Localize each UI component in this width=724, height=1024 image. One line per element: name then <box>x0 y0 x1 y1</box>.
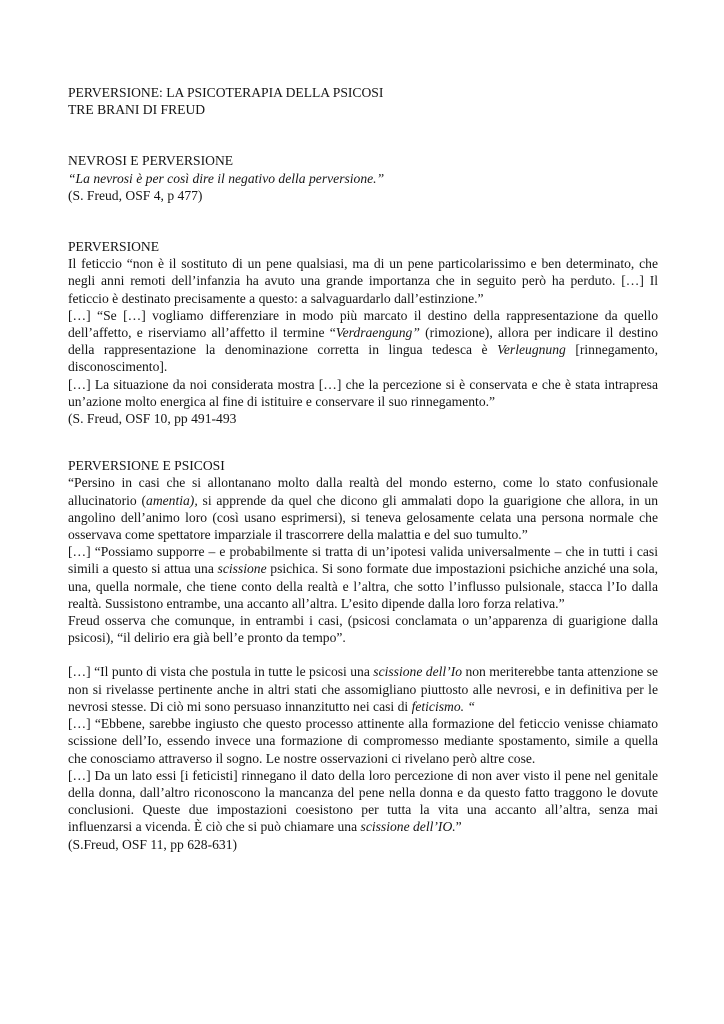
paragraph <box>68 543 658 612</box>
section-perversione-e-psicosi <box>68 457 658 852</box>
document-page <box>68 84 658 853</box>
section-heading: PERVERSIONE E PSICOSI <box>68 458 225 474</box>
paragraph: Il feticcio “non è il sostituto di un pene qualsiasi, ma di un pene particolarissimo e ben determinato, che negli anni remoti dell’infanzia ha avuto una grande importanza che in seguito però ha perduto. […] Il feticcio è destinato precisamente a questo: a salvaguardarlo dall’estinzione.” <box>68 256 658 306</box>
paragraph-text: […] “Possiamo supporre – e probabilmente si tratta di un’ipotesi valida universalmente – che in tutti i casi simili a questo si attua una <box>68 544 658 577</box>
paragraph-text: psichica. Si sono formate due impostazioni psichiche anziché una sola, una, quella normale, che tiene conto della realtà e l’altra, che sotto l’influsso pulsionale, stacca l’Io dalla realtà. Sussistono entrambe, una accanto all’altra. L’esito dipende dalla loro forza relativa.” <box>68 561 658 611</box>
citation: (S.Freud, OSF 11, pp 628-631) <box>68 836 238 852</box>
italic-term: Verleugnung <box>497 342 566 358</box>
section-heading: NEVROSI E PERVERSIONE <box>68 153 234 169</box>
paragraph-text: […] “Se […] vogliamo differenziare in modo più marcato il destino della rappresentazione da quello dell’affetto, e riserviamo all’affetto il termine “ <box>68 307 658 341</box>
paragraph-text: (rimozione), allora per indicare il destino della rappresentazione la denominazione corretta in lingua tedesca è <box>68 325 658 358</box>
title-line-2: TRE BRANI DI FREUD <box>68 102 206 118</box>
italic-term: amentia), <box>146 492 198 508</box>
italic-term: scissione dell’Io <box>373 664 463 680</box>
paragraph <box>68 767 658 836</box>
paragraph-text: si apprende da quel che dicono gli ammalati dopo la guarigione che allora, in un angolino dell’animo loro (così usano esprimersi), si teneva gelosamente celata una persona normale che osservava come spettatore imparziale il trascorrere della malattia e del suo tumulto.” <box>68 492 658 543</box>
paragraph-text: ” <box>455 819 462 835</box>
italic-term: scissione dell’IO. <box>360 819 456 835</box>
paragraph: […] La situazione da noi considerata mostra […] che la percezione si è conservata e che è stata intrapresa un’azione molto energica al fine di istituire e conservare il suo rinnegamento.” <box>68 376 658 409</box>
italic-term: Verdraengung” <box>335 325 420 341</box>
paragraph: Freud osserva che comunque, in entrambi i casi, (psicosi conclamata o un’apparenza di guarigione dalla psicosi), “il delirio era già bell’e pronto da tempo”. <box>68 613 658 646</box>
paragraph-text: [rinnegamento, disconoscimento]. <box>68 342 658 375</box>
quote-text: “La nevrosi è per così dire il negativo della perversione.” <box>68 170 385 186</box>
paragraph <box>68 307 658 376</box>
paragraph-text: […] “Il punto di vista che postula in tutte le psicosi una <box>68 664 374 680</box>
paragraph <box>68 474 658 543</box>
section-nevrosi-e-perversione <box>68 152 658 204</box>
citation: (S. Freud, OSF 4, p 477) <box>68 187 203 203</box>
paragraph <box>68 663 658 715</box>
title-line-1: PERVERSIONE: LA PSICOTERAPIA DELLA PSICOSI <box>68 85 384 100</box>
paragraph-text: non meriterebbe tanta attenzione se non si rivelasse pertinente anche in altri stati che assomigliano piuttosto alle nevrosi, e in definitiva per le nevrosi stesse. Di ciò mi sono persuaso innanzitutto nei casi di <box>68 664 659 714</box>
paragraph: […] “Ebbene, sarebbe ingiusto che questo processo attinente alla formazione del feticcio venisse chiamato scissione dell’Io, essendo invece una formazione di compromesso mediante spostamento, simile a quella che conosciamo attraverso il sogno. Le nostre osservazioni ci rivelano però altre cose. <box>68 716 658 766</box>
section-heading: PERVERSIONE <box>68 239 160 255</box>
paragraph-text: “Persino in casi che si allontanano molto dalla realtà del mondo esterno, come lo stato confusionale allucinatorio ( <box>68 475 658 508</box>
italic-term: feticismo. “ <box>411 698 475 714</box>
section-perversione <box>68 238 658 427</box>
paragraph-text: […] Da un lato essi [i feticisti] rinnegano il dato della loro percezione di non aver visto il pene nel genitale della donna, dall’altro riconoscono la mancanza del pene nella donna e da questo fatto traggono le dovute conclusioni. Queste due impostazioni coesistono per tutta la vita una accanto all’altra, senza mai influenzarsi a vicenda. È ciò che si può chiamare una <box>68 767 658 835</box>
citation: (S. Freud, OSF 10, pp 491-493 <box>68 411 237 427</box>
document-title <box>68 84 658 118</box>
italic-term: scissione <box>217 561 267 577</box>
